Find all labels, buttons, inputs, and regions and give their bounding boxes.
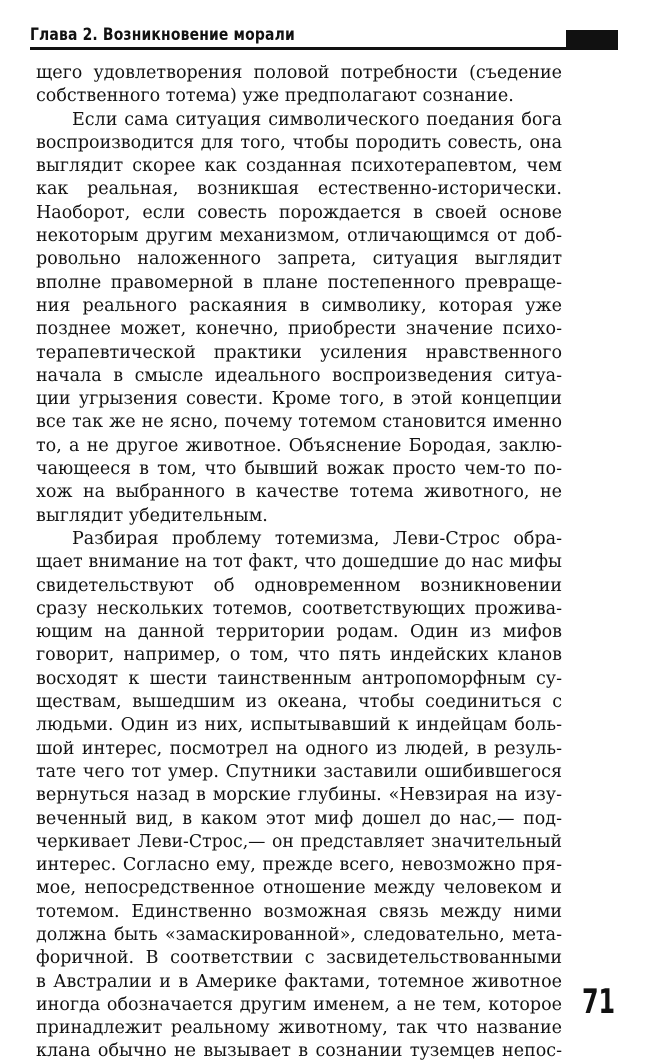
header-bar (566, 30, 618, 47)
running-header (30, 22, 618, 50)
text-line: воспроизводится для того, чтобы породить совесть, она (36, 132, 562, 153)
text-line: Разбирая проблему тотемизма, Леви-Строс обра- (72, 528, 562, 549)
text-line: все так же не ясно, почему тотемом становится именно (36, 412, 562, 433)
text-line: тате чего тот умер. Спутники заставили ошибившегося (36, 761, 562, 782)
text-line: мое, непосредственное отношение между человеком и (36, 878, 562, 899)
text-line: позднее может, конечно, приобрести значение психо- (36, 319, 562, 340)
text-line: ровольно наложенного запрета, ситуация выглядит (36, 249, 562, 270)
text-line: должна быть «замаскированной», следовательно, мета- (36, 924, 562, 945)
text-line: свидетельствуют об одновременном возникновении (36, 575, 562, 596)
text-line: черкивает Леви-Строс,— он представляет значительный (36, 831, 562, 852)
text-line: вполне правомерной в плане постепенного превраще- (36, 272, 562, 293)
text-line: ния реального раскаяния в символику, которая уже (36, 295, 562, 316)
text-line: иногда обозначается другим именем, а не тем, которое (36, 994, 562, 1015)
text-line: говорит, например, о том, что пять индейских кланов (36, 645, 562, 666)
text-line: чающееся в том, что бывший вожак просто чем-то по- (36, 459, 562, 480)
text-line: хож на выбранного в качестве тотема животного, не (36, 482, 562, 503)
text-line: ции угрызения совести. Кроме того, в этой концепции (36, 389, 562, 410)
text-line: ществам, вышедшим из океана, чтобы соединиться с (36, 692, 562, 713)
text-line: форичной. В соответствии с засвидетельствованными (36, 948, 562, 969)
text-line: принадлежит реальному животному, так что название (36, 1018, 562, 1039)
text-line: шой интерес, посмотрел на одного из людей, в резуль- (36, 738, 562, 759)
text-line: клана обычно не вызывает в сознании туземцев непос- (36, 1041, 562, 1062)
paragraph (36, 62, 562, 109)
header-rule (30, 47, 618, 50)
text-line: щает внимание на тот факт, что дошедшие до нас мифы (36, 552, 562, 573)
text-line: щего удовлетворения половой потребности (съедение (36, 63, 562, 83)
paragraph (36, 109, 562, 528)
text-line: терапевтической практики усиления нравственного (36, 342, 562, 363)
text-line: некоторым другим механизмом, отличающимся от доб- (36, 226, 562, 247)
text-line: интерес. Согласно ему, прежде всего, невозможно пря- (36, 855, 562, 876)
text-line: Если сама ситуация символического поедания бога (72, 109, 562, 130)
text-line: Наоборот, если совесть порождается в своей основе (36, 202, 562, 223)
text-line: начала в смысле идеального воспроизведения ситуа- (36, 365, 562, 386)
paragraph (36, 528, 562, 1064)
page-number: 71 (582, 982, 616, 1022)
text-line: сразу нескольких тотемов, соответствующих прожива- (36, 598, 562, 619)
text-line: то, а не другое животное. Объяснение Бородая, заклю- (36, 435, 562, 456)
text-line: как реальная, возникшая естественно-исторически. (36, 179, 562, 200)
text-line: выглядит скорее как созданная психотерапевтом, чем (36, 156, 562, 177)
text-line: тотемом. Единственно возможная связь между ними (36, 901, 562, 922)
text-line: людьми. Один из них, испытывавший к индейцам боль- (36, 715, 562, 736)
text-line: собственного тотема) уже предполагают сознание. (36, 86, 514, 107)
text-line: в Австралии и в Америке фактами, тотемное животное (36, 971, 562, 992)
text-line: выглядит убедительным. (36, 505, 268, 526)
text-line: ющим на данной территории родам. Один из мифов (36, 622, 562, 643)
chapter-title: Глава 2. Возникновение морали (30, 25, 295, 45)
body-text (36, 62, 562, 1064)
text-line: веченный вид, в каком этот миф дошел до нас,— под- (36, 808, 562, 829)
text-line: вернуться назад в морские глубины. «Невзирая на изу- (36, 785, 562, 806)
text-line: восходят к шести таинственным антропоморфным су- (36, 668, 562, 689)
